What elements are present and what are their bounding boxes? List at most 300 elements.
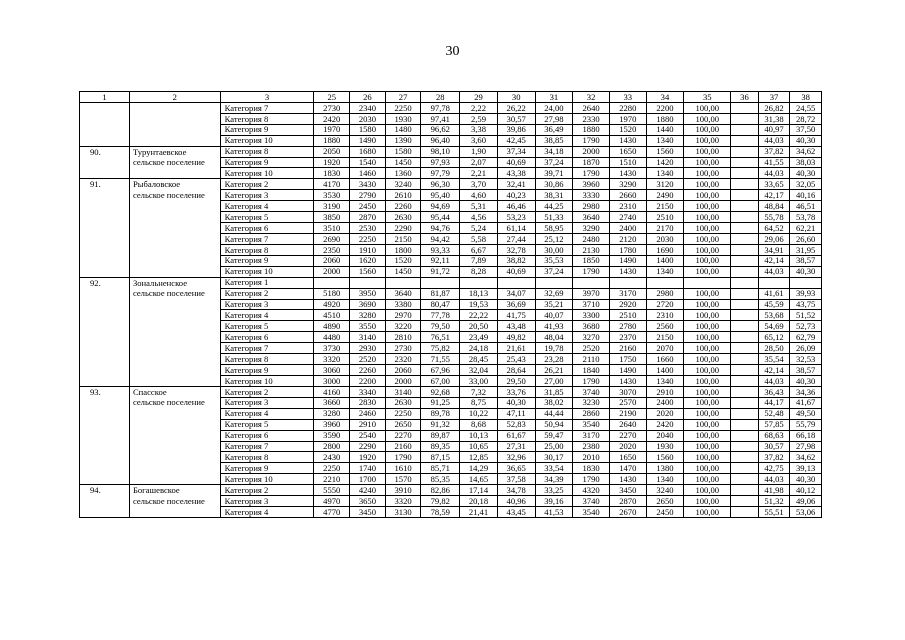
value-cell: 51,32 — [758, 496, 790, 507]
value-cell: 10,13 — [460, 430, 498, 441]
row-number-cell — [80, 233, 130, 244]
value-cell: 30,57 — [497, 113, 535, 124]
category-cell: Категория 2 — [220, 386, 314, 397]
row-number-cell: 90. — [80, 146, 130, 157]
value-cell — [731, 266, 759, 277]
value-cell: 5550 — [314, 485, 350, 496]
value-cell: 39,93 — [790, 288, 822, 299]
value-cell: 2340 — [350, 102, 386, 113]
category-cell: Категория 6 — [220, 430, 314, 441]
table-row — [80, 135, 822, 146]
settlement-name-cell — [129, 201, 220, 212]
value-cell: 2800 — [314, 441, 350, 452]
value-cell — [731, 233, 759, 244]
settlement-name-cell — [129, 266, 220, 277]
row-number-cell — [80, 201, 130, 212]
value-cell: 37,82 — [758, 146, 790, 157]
value-cell: 2720 — [646, 299, 684, 310]
value-cell: 94,42 — [421, 233, 460, 244]
value-cell: 27,00 — [535, 375, 573, 386]
value-cell — [731, 113, 759, 124]
table-row — [80, 343, 822, 354]
value-cell: 100,00 — [684, 179, 731, 190]
value-cell: 32,69 — [535, 288, 573, 299]
value-cell — [731, 397, 759, 408]
value-cell: 2,59 — [460, 113, 498, 124]
category-cell: Категория 10 — [220, 168, 314, 179]
value-cell: 1610 — [385, 463, 421, 474]
value-cell: 1870 — [573, 157, 610, 168]
value-cell: 100,00 — [684, 485, 731, 496]
row-number-cell — [80, 375, 130, 386]
value-cell: 30,17 — [535, 452, 573, 463]
value-cell: 1970 — [609, 113, 646, 124]
category-cell: Категория 5 — [220, 321, 314, 332]
settlement-name-cell: Зональненское — [129, 277, 220, 288]
value-cell: 36,49 — [535, 124, 573, 135]
value-cell: 2490 — [646, 190, 684, 201]
table-row — [80, 146, 822, 157]
value-cell: 49,50 — [790, 408, 822, 419]
value-cell: 100,00 — [684, 288, 731, 299]
value-cell: 2520 — [573, 343, 610, 354]
value-cell: 2570 — [609, 397, 646, 408]
value-cell: 1430 — [609, 266, 646, 277]
value-cell: 20,50 — [460, 321, 498, 332]
value-cell: 3850 — [314, 212, 350, 223]
category-cell: Категория 6 — [220, 332, 314, 343]
value-cell: 2060 — [385, 365, 421, 376]
value-cell: 3690 — [350, 299, 386, 310]
value-cell: 58,95 — [535, 223, 573, 234]
value-cell: 92,68 — [421, 386, 460, 397]
table-row — [80, 244, 822, 255]
value-cell: 1580 — [350, 124, 386, 135]
value-cell: 2270 — [609, 430, 646, 441]
value-cell: 1700 — [350, 474, 386, 485]
value-cell: 1470 — [609, 463, 646, 474]
value-cell: 2050 — [314, 146, 350, 157]
value-cell: 2190 — [609, 408, 646, 419]
table-row — [80, 201, 822, 212]
value-cell: 91,72 — [421, 266, 460, 277]
value-cell: 1520 — [609, 124, 646, 135]
settlement-name-cell — [129, 124, 220, 135]
value-cell: 44,03 — [758, 266, 790, 277]
value-cell: 3640 — [385, 288, 421, 299]
value-cell: 23,49 — [460, 332, 498, 343]
value-cell: 76,51 — [421, 332, 460, 343]
settlement-name-cell — [129, 135, 220, 146]
value-cell: 39,16 — [535, 496, 573, 507]
row-number-cell: 93. — [80, 386, 130, 397]
row-number-cell — [80, 168, 130, 179]
value-cell: 3120 — [646, 179, 684, 190]
value-cell: 2660 — [609, 190, 646, 201]
value-cell: 34,62 — [790, 146, 822, 157]
value-cell: 24,18 — [460, 343, 498, 354]
value-cell: 53,78 — [790, 212, 822, 223]
value-cell: 2130 — [573, 244, 610, 255]
value-cell: 2670 — [609, 507, 646, 518]
page-number: 30 — [445, 44, 460, 59]
value-cell — [731, 321, 759, 332]
table-row — [80, 277, 822, 288]
value-cell: 3730 — [314, 343, 350, 354]
category-cell: Категория 9 — [220, 124, 314, 135]
value-cell: 45,59 — [758, 299, 790, 310]
value-cell: 100,00 — [684, 135, 731, 146]
value-cell: 3240 — [385, 179, 421, 190]
value-cell — [731, 190, 759, 201]
category-cell: Категория 10 — [220, 375, 314, 386]
value-cell: 34,62 — [790, 452, 822, 463]
value-cell: 3140 — [385, 386, 421, 397]
value-cell: 3740 — [573, 496, 610, 507]
value-cell: 2540 — [350, 430, 386, 441]
value-cell: 1790 — [385, 452, 421, 463]
settlement-name-cell: сельское поселение — [129, 190, 220, 201]
value-cell: 3000 — [314, 375, 350, 386]
value-cell: 23,28 — [535, 354, 573, 365]
column-header: 1 — [80, 92, 130, 103]
value-cell: 48,04 — [535, 332, 573, 343]
value-cell: 51,52 — [790, 310, 822, 321]
value-cell: 1930 — [385, 113, 421, 124]
value-cell: 4,60 — [460, 190, 498, 201]
value-cell: 14,65 — [460, 474, 498, 485]
table-row — [80, 113, 822, 124]
value-cell: 34,78 — [497, 485, 535, 496]
value-cell: 2980 — [573, 201, 610, 212]
row-number-cell — [80, 496, 130, 507]
value-cell: 100,00 — [684, 244, 731, 255]
settlement-name-cell — [129, 113, 220, 124]
value-cell: 3270 — [573, 332, 610, 343]
value-cell: 38,03 — [790, 157, 822, 168]
value-cell: 3060 — [314, 365, 350, 376]
value-cell: 100,00 — [684, 201, 731, 212]
column-header: 27 — [385, 92, 421, 103]
value-cell: 2030 — [350, 113, 386, 124]
value-cell: 39,86 — [497, 124, 535, 135]
value-cell — [731, 419, 759, 430]
value-cell: 2450 — [350, 201, 386, 212]
value-cell: 1450 — [385, 157, 421, 168]
value-cell: 2,21 — [460, 168, 498, 179]
value-cell: 96,30 — [421, 179, 460, 190]
value-cell: 100,00 — [684, 212, 731, 223]
value-cell: 1430 — [609, 474, 646, 485]
value-cell: 4,56 — [460, 212, 498, 223]
value-cell: 33,76 — [497, 386, 535, 397]
column-header: 26 — [350, 92, 386, 103]
value-cell: 55,79 — [790, 419, 822, 430]
value-cell: 2,07 — [460, 157, 498, 168]
value-cell: 3300 — [573, 310, 610, 321]
value-cell: 2150 — [646, 332, 684, 343]
value-cell: 2020 — [646, 408, 684, 419]
value-cell — [731, 441, 759, 452]
value-cell: 28,64 — [497, 365, 535, 376]
value-cell: 42,75 — [758, 463, 790, 474]
value-cell: 94,76 — [421, 223, 460, 234]
value-cell: 3660 — [314, 397, 350, 408]
value-cell: 33,00 — [460, 375, 498, 386]
value-cell: 3330 — [573, 190, 610, 201]
table-row — [80, 233, 822, 244]
value-cell: 3960 — [314, 419, 350, 430]
value-cell — [385, 277, 421, 288]
value-cell: 1360 — [385, 168, 421, 179]
column-header: 36 — [731, 92, 759, 103]
value-cell: 40,69 — [497, 266, 535, 277]
column-header: 31 — [535, 92, 573, 103]
value-cell: 19,78 — [535, 343, 573, 354]
value-cell: 42,17 — [758, 190, 790, 201]
value-cell: 55,51 — [758, 507, 790, 518]
value-cell: 53,68 — [758, 310, 790, 321]
value-cell: 19,53 — [460, 299, 498, 310]
value-cell: 3170 — [573, 430, 610, 441]
category-cell: Категория 9 — [220, 463, 314, 474]
row-number-cell — [80, 463, 130, 474]
value-cell: 61,14 — [497, 223, 535, 234]
value-cell: 97,93 — [421, 157, 460, 168]
table-row — [80, 102, 822, 113]
category-cell: Категория 1 — [220, 277, 314, 288]
value-cell: 24,00 — [535, 102, 573, 113]
value-cell: 2350 — [314, 244, 350, 255]
value-cell: 2120 — [609, 233, 646, 244]
value-cell: 94,69 — [421, 201, 460, 212]
value-cell: 1790 — [573, 375, 610, 386]
value-cell: 1790 — [573, 474, 610, 485]
value-cell: 98,10 — [421, 146, 460, 157]
table-row — [80, 452, 822, 463]
value-cell: 2210 — [314, 474, 350, 485]
value-cell: 40,12 — [790, 485, 822, 496]
value-cell: 5180 — [314, 288, 350, 299]
settlement-name-cell — [129, 255, 220, 266]
settlement-name-cell — [129, 452, 220, 463]
settlement-name-cell — [129, 365, 220, 376]
value-cell: 1430 — [609, 375, 646, 386]
value-cell: 80,47 — [421, 299, 460, 310]
column-header: 37 — [758, 92, 790, 103]
value-cell: 2690 — [314, 233, 350, 244]
value-cell: 2810 — [385, 332, 421, 343]
value-cell: 2460 — [350, 408, 386, 419]
value-cell: 100,00 — [684, 441, 731, 452]
value-cell: 43,48 — [497, 321, 535, 332]
table-row — [80, 332, 822, 343]
value-cell: 100,00 — [684, 157, 731, 168]
value-cell: 3380 — [385, 299, 421, 310]
value-cell: 29,50 — [497, 375, 535, 386]
value-cell: 37,24 — [535, 157, 573, 168]
value-cell — [731, 507, 759, 518]
value-cell — [731, 212, 759, 223]
value-cell: 22,22 — [460, 310, 498, 321]
row-number-cell — [80, 452, 130, 463]
table-row — [80, 496, 822, 507]
value-cell: 43,75 — [790, 299, 822, 310]
category-cell: Категория 8 — [220, 244, 314, 255]
value-cell — [731, 277, 759, 288]
value-cell: 4890 — [314, 321, 350, 332]
table-row — [80, 430, 822, 441]
value-cell: 4970 — [314, 496, 350, 507]
table-row — [80, 179, 822, 190]
value-cell: 2870 — [350, 212, 386, 223]
value-cell: 40,30 — [790, 266, 822, 277]
value-cell: 1480 — [385, 124, 421, 135]
value-cell: 1920 — [350, 452, 386, 463]
value-cell: 26,22 — [497, 102, 535, 113]
value-cell: 2530 — [350, 223, 386, 234]
value-cell: 100,00 — [684, 463, 731, 474]
column-header: 29 — [460, 92, 498, 103]
settlement-name-cell: Рыбаловское — [129, 179, 220, 190]
table-row — [80, 485, 822, 496]
value-cell: 1400 — [646, 365, 684, 376]
value-cell: 100,00 — [684, 299, 731, 310]
value-cell: 1540 — [350, 157, 386, 168]
value-cell: 1440 — [646, 124, 684, 135]
settlement-name-cell — [129, 223, 220, 234]
value-cell: 100,00 — [684, 146, 731, 157]
settlement-name-cell: сельское поселение — [129, 397, 220, 408]
value-cell: 2780 — [609, 321, 646, 332]
value-cell: 95,40 — [421, 190, 460, 201]
settlement-name-cell — [129, 441, 220, 452]
value-cell: 32,41 — [497, 179, 535, 190]
category-cell: Категория 5 — [220, 212, 314, 223]
row-number-cell — [80, 255, 130, 266]
value-cell: 55,78 — [758, 212, 790, 223]
value-cell: 26,82 — [758, 102, 790, 113]
value-cell: 1340 — [646, 168, 684, 179]
value-cell: 4320 — [573, 485, 610, 496]
settlement-name-cell — [129, 321, 220, 332]
category-cell: Категория 7 — [220, 233, 314, 244]
value-cell: 53,06 — [790, 507, 822, 518]
value-cell: 3070 — [609, 386, 646, 397]
value-cell — [731, 375, 759, 386]
value-cell: 32,96 — [497, 452, 535, 463]
category-cell: Категория 5 — [220, 419, 314, 430]
value-cell: 2010 — [573, 452, 610, 463]
value-cell: 1,90 — [460, 146, 498, 157]
value-cell — [731, 496, 759, 507]
value-cell: 1750 — [609, 354, 646, 365]
value-cell: 1560 — [646, 452, 684, 463]
value-cell: 2920 — [609, 299, 646, 310]
value-cell: 2510 — [609, 310, 646, 321]
value-cell — [731, 146, 759, 157]
value-cell: 26,21 — [535, 365, 573, 376]
value-cell: 2250 — [314, 463, 350, 474]
category-cell: Категория 3 — [220, 397, 314, 408]
category-cell: Категория 3 — [220, 496, 314, 507]
value-cell: 3240 — [646, 485, 684, 496]
value-cell — [731, 157, 759, 168]
value-cell: 34,18 — [535, 146, 573, 157]
value-cell: 3950 — [350, 288, 386, 299]
value-cell: 1340 — [646, 474, 684, 485]
value-cell: 2290 — [350, 441, 386, 452]
value-cell: 34,36 — [790, 386, 822, 397]
value-cell: 3910 — [385, 485, 421, 496]
category-cell: Категория 4 — [220, 201, 314, 212]
value-cell: 2110 — [573, 354, 610, 365]
settlement-name-cell — [129, 310, 220, 321]
settlement-name-cell: сельское поселение — [129, 288, 220, 299]
value-cell: 4770 — [314, 507, 350, 518]
value-cell — [731, 354, 759, 365]
value-cell: 1340 — [646, 135, 684, 146]
value-cell — [350, 277, 386, 288]
value-cell: 8,28 — [460, 266, 498, 277]
value-cell: 18,13 — [460, 288, 498, 299]
value-cell: 25,43 — [497, 354, 535, 365]
category-cell: Категория 7 — [220, 102, 314, 113]
value-cell: 2640 — [609, 419, 646, 430]
table-row — [80, 386, 822, 397]
value-cell: 31,85 — [535, 386, 573, 397]
value-cell: 95,44 — [421, 212, 460, 223]
value-cell: 2260 — [350, 365, 386, 376]
value-cell: 82,86 — [421, 485, 460, 496]
table-row — [80, 419, 822, 430]
settlement-name-cell — [129, 354, 220, 365]
value-cell: 44,03 — [758, 168, 790, 179]
value-cell: 97,79 — [421, 168, 460, 179]
settlement-name-cell: Турунтаевское — [129, 146, 220, 157]
value-cell — [731, 288, 759, 299]
category-cell: Категория 8 — [220, 146, 314, 157]
value-cell: 2260 — [385, 201, 421, 212]
value-cell: 42,14 — [758, 255, 790, 266]
value-cell: 1380 — [646, 463, 684, 474]
value-cell — [731, 223, 759, 234]
value-cell: 3280 — [314, 408, 350, 419]
value-cell: 37,58 — [497, 474, 535, 485]
value-cell: 12,85 — [460, 452, 498, 463]
row-number-cell — [80, 365, 130, 376]
settlement-name-cell — [129, 299, 220, 310]
value-cell: 44,03 — [758, 474, 790, 485]
value-cell: 1840 — [573, 365, 610, 376]
value-cell: 2250 — [385, 408, 421, 419]
value-cell: 100,00 — [684, 354, 731, 365]
value-cell: 1340 — [646, 266, 684, 277]
value-cell — [573, 277, 610, 288]
value-cell: 1650 — [609, 452, 646, 463]
value-cell: 30,57 — [758, 441, 790, 452]
row-number-cell — [80, 354, 130, 365]
value-cell: 78,59 — [421, 507, 460, 518]
value-cell: 44,25 — [535, 201, 573, 212]
value-cell: 43,45 — [497, 507, 535, 518]
value-cell: 10,22 — [460, 408, 498, 419]
value-cell: 2150 — [646, 201, 684, 212]
table-row — [80, 157, 822, 168]
value-cell: 41,67 — [790, 397, 822, 408]
value-cell — [731, 343, 759, 354]
value-cell: 1560 — [350, 266, 386, 277]
